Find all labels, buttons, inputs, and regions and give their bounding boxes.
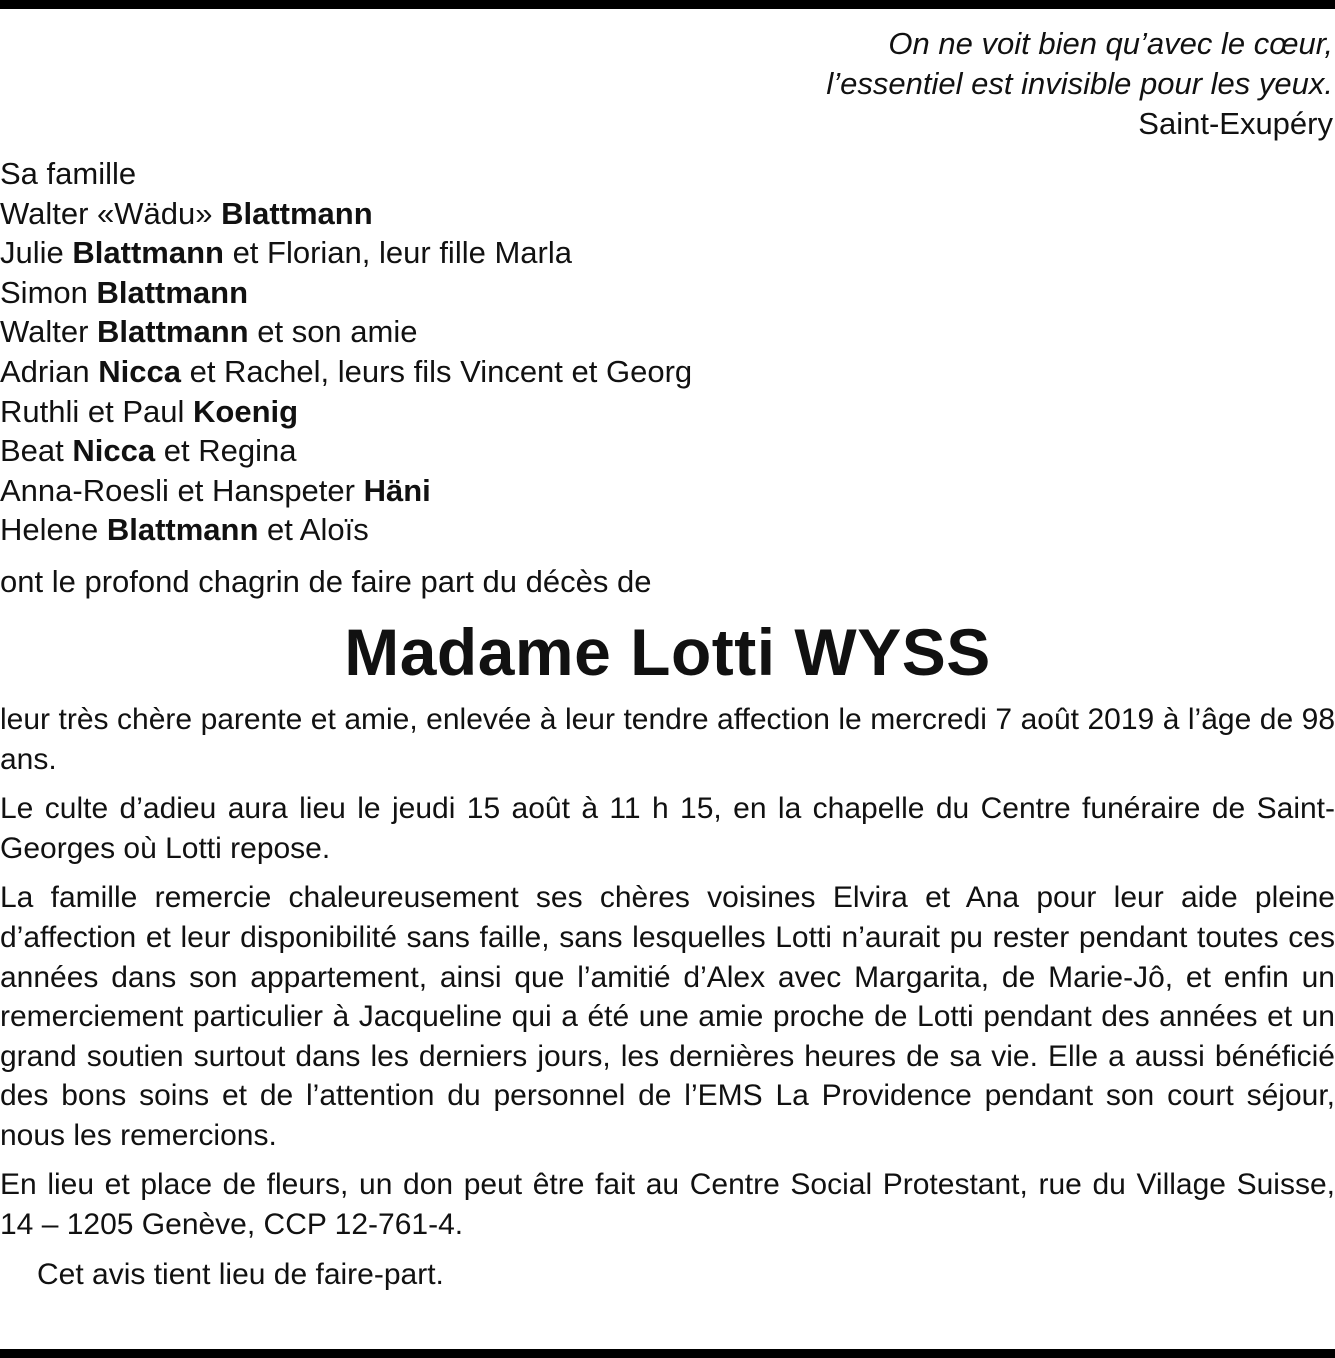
paragraph-relationship: leur très chère parente et amie, enlevée à leur tendre affection le mercredi 7 août 2019 à l’âge de 98 ans. — [0, 702, 1335, 776]
member-suffix: et Florian, leur fille Marla — [223, 235, 572, 271]
member-suffix: et Regina — [155, 433, 297, 469]
member-surname: Blattmann — [221, 195, 373, 231]
member-suffix: et Rachel, leurs fils Vincent et Georg — [180, 353, 693, 389]
paragraph-thanks: La famille remercie chaleureusement ses chères voisines Elvira et Ana pour leur aide pleine d’affection et leur disponibilité sans faille, sans lesquelles Lotti n’aurait pu rester pendant toutes ces années dans son appartement, ainsi que l’amitié d’Alex avec Margarita, de Marie-Jô, et enfin un remerciement particulier à Jacqueline qui a été une amie proche de Lotti pendant des années et un grand soutien surtout dans les derniers jours, les dernières heures de sa vie. Elle a aussi bénéficié des bons soins et de l’attention du personnel de l’EMS La Providence pendant son court séjour, nous les remercions. — [0, 881, 1335, 1152]
family-member — [0, 312, 1335, 352]
bottom-border-rule — [0, 1349, 1335, 1358]
obituary-notice — [0, 24, 1335, 1295]
family-member — [0, 471, 1335, 511]
family-member — [0, 352, 1335, 392]
member-given-names: Ruthli et Paul — [0, 393, 193, 429]
member-given-names: Walter — [0, 314, 98, 350]
family-member — [0, 233, 1335, 273]
member-given-names: Adrian — [0, 353, 99, 389]
member-surname: Häni — [363, 472, 431, 508]
family-member — [0, 392, 1335, 432]
deceased-name: Madame Lotti WYSS — [344, 614, 991, 689]
member-suffix: et son amie — [248, 314, 418, 350]
member-surname: Nicca — [98, 353, 181, 389]
member-surname: Nicca — [72, 433, 156, 469]
paragraph-service: Le culte d’adieu aura lieu le jeudi 15 août à 11 h 15, en la chapelle du Centre funéraire de Saint-Georges où Lotti repose. — [0, 792, 1335, 865]
member-surname: Blattmann — [96, 274, 249, 310]
member-surname: Blattmann — [72, 235, 224, 271]
family-member — [0, 431, 1335, 471]
member-given-names: Julie — [0, 235, 73, 271]
epigraph — [0, 24, 1335, 144]
family-member — [0, 194, 1335, 234]
family-member — [0, 510, 1335, 550]
epigraph-author: Saint-Exupéry — [1138, 106, 1333, 141]
member-given-names: Walter «Wädu» — [0, 195, 222, 231]
member-surname: Koenig — [193, 393, 299, 429]
member-surname: Blattmann — [97, 314, 249, 350]
member-suffix: et Aloïs — [258, 512, 369, 548]
member-given-names: Helene — [0, 512, 107, 548]
member-surname: Blattmann — [106, 512, 259, 548]
member-given-names: Anna-Roesli et Hanspeter — [0, 472, 364, 508]
death-announcement: ont le profond chagrin de faire part du décès de — [0, 563, 652, 599]
top-border-rule — [0, 0, 1335, 9]
member-given-names: Simon — [0, 274, 97, 310]
family-member — [0, 273, 1335, 313]
paragraph-donation: En lieu et place de fleurs, un don peut être fait au Centre Social Protestant, rue du Village Suisse, 14 – 1205 Genève, CCP 12-761-4. — [0, 1168, 1335, 1242]
member-given-names: Beat — [0, 433, 73, 469]
closing-note: Cet avis tient lieu de faire-part. — [37, 1257, 444, 1291]
epigraph-line-1: On ne voit bien qu’avec le cœur, — [888, 26, 1333, 61]
family-intro: Sa famille — [0, 156, 137, 191]
family-list — [0, 154, 1335, 550]
epigraph-line-2: l’essentiel est invisible pour les yeux. — [826, 66, 1333, 101]
